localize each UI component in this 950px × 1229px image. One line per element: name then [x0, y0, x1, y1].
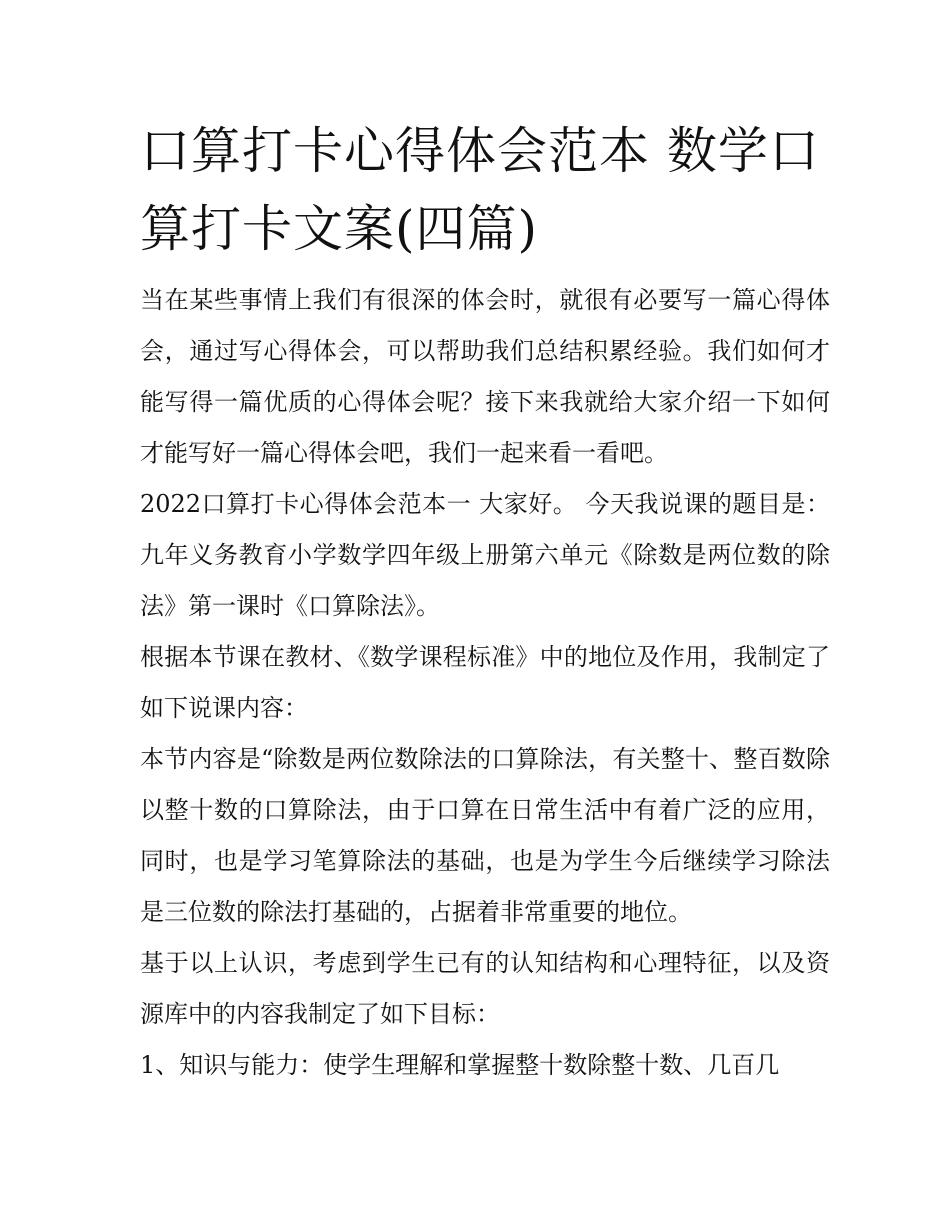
paragraph-objective-one: 1、知识与能力：使学生理解和掌握整十数除整十数、几百几 [140, 1051, 780, 1079]
paragraph-lesson-basis: 根据本节课在教材、《数学课程标准》中的地位及作用，我制定了如下说课内容： [140, 643, 830, 722]
paragraph-objectives-intro: 基于以上认识，考虑到学生已有的认知结构和心理特征，以及资源库中的内容我制定了如下目标： [140, 949, 830, 1028]
paragraph-sample-one-intro: 2022口算打卡心得体会范本一 大家好。 今天我说课的题目是：九年义务教育小学数学四年级上册第六单元《除数是两位数的除法》第一课时《口算除法》。 [140, 490, 830, 620]
paragraph-intro: 当在某些事情上我们有很深的体会时，就很有必要写一篇心得体会，通过写心得体会，可以帮助我们总结积累经验。我们如何才能写得一篇优质的心得体会呢？接下来我就给大家介绍一下如何才能写好一篇心得体会吧，我们一起来看一看吧。 [140, 286, 830, 467]
document-title: 口算打卡心得体会范本 数学口算打卡文案(四篇) [140, 122, 820, 258]
document-body [140, 275, 830, 1091]
paragraph-lesson-content: 本节内容是“除数是两位数除法的口算除法，有关整十、整百数除以整十数的口算除法，由于口算在日常生活中有着广泛的应用，同时，也是学习笔算除法的基础，也是为学生今后继续学习除法是三位数的除法打基础的，占据着非常重要的地位。 [140, 745, 830, 926]
